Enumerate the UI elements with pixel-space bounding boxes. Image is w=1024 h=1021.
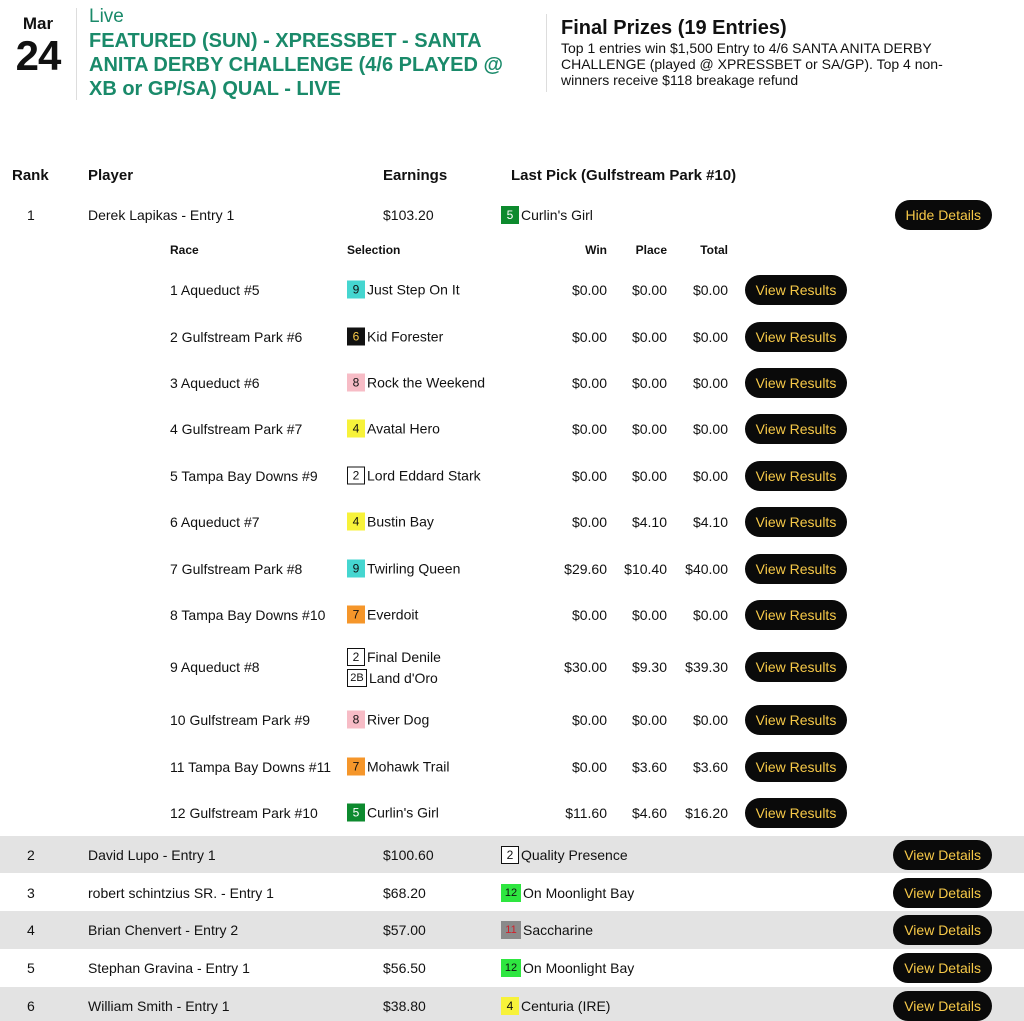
race-name: 6 Aqueduct #7 [170, 513, 260, 530]
horse-name: Land d'Oro [369, 669, 438, 686]
total-amount: $0.00 [692, 711, 728, 728]
selection-entry [347, 279, 460, 300]
post-position-badge: 2B [347, 669, 367, 687]
race-result-row [0, 364, 1024, 401]
rank: 5 [27, 960, 35, 976]
place-amount: $0.00 [631, 711, 667, 728]
win-amount: $29.60 [564, 560, 607, 577]
total-amount: $0.00 [692, 374, 728, 391]
horse-name: Bustin Bay [367, 513, 434, 530]
race-result-row [0, 503, 1024, 540]
post-position-badge: 7 [347, 606, 365, 624]
selection [347, 418, 440, 439]
post-position-badge: 12 [501, 959, 521, 977]
race-name: 8 Tampa Bay Downs #10 [170, 606, 326, 623]
horse-name: Avatal Hero [367, 420, 440, 437]
place-amount: $0.00 [631, 420, 667, 437]
win-amount: $0.00 [571, 711, 607, 728]
view-results-button[interactable]: View Results [745, 507, 847, 537]
contest-status: Live [89, 6, 124, 27]
post-position-badge: 7 [347, 758, 365, 776]
race-name: 9 Aqueduct #8 [170, 659, 260, 675]
horse-name: Mohawk Trail [367, 758, 450, 775]
post-position-badge: 8 [347, 374, 365, 392]
date-month: Mar [22, 14, 54, 33]
selection-header: Selection [347, 243, 401, 257]
place-amount: $4.10 [631, 513, 667, 530]
date-day: 24 [15, 32, 61, 79]
place-amount: $9.30 [631, 659, 667, 675]
race-name: 1 Aqueduct #5 [170, 281, 260, 298]
win-amount: $0.00 [571, 420, 607, 437]
race-result-row [0, 410, 1024, 447]
last-pick-horse: Saccharine [523, 922, 594, 938]
place-amount: $0.00 [631, 281, 667, 298]
place-header: Place [635, 243, 667, 257]
race-name: 7 Gulfstream Park #8 [170, 560, 303, 577]
last-pick [501, 921, 593, 939]
earnings: $100.60 [383, 846, 434, 863]
total-amount: $4.10 [692, 513, 728, 530]
race-name: 12 Gulfstream Park #10 [170, 804, 318, 821]
race-result-row [0, 748, 1024, 785]
prizes-description: Top 1 entries win $1,500 Entry to 4/6 SANTA ANITA DERBY CHALLENGE (played @ XPRESSBET or SA/GP). Top 4 non-winners receive $118 breakage refund [561, 40, 943, 88]
selection [347, 558, 460, 579]
race-name: 11 Tampa Bay Downs #11 [170, 758, 332, 775]
post-position-badge: 2 [347, 648, 365, 666]
race-result-row [0, 641, 1024, 693]
selection-entry [347, 802, 439, 823]
player-name: William Smith - Entry 1 [88, 998, 230, 1014]
place-amount: $4.60 [631, 804, 667, 821]
leaderboard-row [0, 949, 1024, 987]
win-amount: $0.00 [571, 374, 607, 391]
selection [347, 646, 441, 688]
horse-name: Final Denile [367, 648, 441, 665]
selection-entry [347, 326, 443, 347]
selection-entry [347, 558, 460, 579]
selection [347, 709, 429, 730]
rank: 3 [27, 884, 35, 901]
selection [347, 465, 481, 486]
horse-name: Rock the Weekend [367, 374, 486, 391]
race-result-row [0, 550, 1024, 587]
win-amount: $0.00 [571, 328, 607, 345]
earnings: $38.80 [383, 998, 426, 1014]
win-amount: $0.00 [571, 281, 607, 298]
horse-name: Curlin's Girl [367, 804, 439, 821]
post-position-badge: 6 [347, 328, 365, 346]
selection [347, 511, 434, 532]
prizes-title: Final Prizes (19 Entries) [561, 17, 787, 39]
selection [347, 279, 460, 300]
contest-title: FEATURED (SUN) - XPRESSBET - SANTA ANITA DERBY CHALLENGE (4/6 PLAYED @ XB or GP/SA) QUAL - LIVE [89, 30, 504, 100]
selection-entry [347, 511, 434, 532]
view-results-button[interactable]: View Results [745, 368, 847, 398]
earnings: $68.20 [383, 884, 426, 901]
divider [76, 8, 77, 100]
horse-name: Kid Forester [367, 328, 444, 345]
view-results-button[interactable]: View Results [745, 798, 847, 828]
total-amount: $40.00 [685, 560, 728, 577]
selection-entry [347, 667, 441, 688]
selection-entry [347, 709, 429, 730]
place-amount: $0.00 [631, 328, 667, 345]
leaderboard-row [0, 911, 1024, 949]
view-results-button[interactable]: View Results [745, 752, 847, 782]
horse-name: River Dog [367, 711, 430, 728]
last-pick-horse: Centuria (IRE) [521, 998, 611, 1014]
earnings: $57.00 [383, 922, 426, 938]
earnings: $56.50 [383, 960, 426, 976]
selection [347, 372, 485, 393]
view-results-button[interactable]: View Results [745, 322, 847, 352]
selection-entry [347, 604, 418, 625]
last-pick-header: Last Pick (Gulfstream Park #10) [511, 167, 737, 184]
player-name: Stephan Gravina - Entry 1 [88, 960, 250, 976]
view-details-button[interactable]: View Details [893, 953, 992, 983]
rank: 6 [27, 998, 35, 1014]
player-name: Brian Chenvert - Entry 2 [88, 922, 239, 938]
race-name: 5 Tampa Bay Downs #9 [170, 467, 318, 484]
last-pick [501, 846, 628, 864]
win-amount: $0.00 [571, 606, 607, 623]
selection-entry [347, 646, 441, 667]
rank-header: Rank [12, 167, 49, 184]
leaderboard-row [0, 836, 1024, 873]
race-result-row [0, 794, 1024, 831]
last-pick-horse: On Moonlight Bay [523, 884, 635, 901]
race-result-row [0, 271, 1024, 308]
race-result-row [0, 596, 1024, 633]
view-results-button[interactable]: View Results [745, 652, 847, 682]
earnings: $103.20 [383, 207, 434, 223]
post-position-badge: 8 [347, 711, 365, 729]
horse-name: Just Step On It [367, 281, 460, 298]
rank: 1 [27, 207, 35, 223]
post-position-badge: 9 [347, 281, 365, 299]
last-pick [501, 884, 634, 902]
selection-entry [347, 756, 449, 777]
post-position-badge: 5 [501, 206, 519, 224]
win-amount: $0.00 [571, 513, 607, 530]
leaderboard-row [0, 987, 1024, 1021]
race-result-row [0, 701, 1024, 738]
win-amount: $11.60 [565, 804, 607, 821]
post-position-badge: 4 [501, 997, 519, 1015]
win-amount: $0.00 [571, 758, 607, 775]
date-block [8, 14, 68, 78]
selection-entry [347, 418, 440, 439]
last-pick-horse: Quality Presence [521, 846, 628, 863]
player-name: robert schintzius SR. - Entry 1 [88, 884, 274, 901]
leaderboard-row [0, 874, 1024, 911]
total-amount: $39.30 [685, 659, 728, 675]
selection [347, 326, 443, 347]
horse-name: Everdoit [367, 606, 419, 623]
total-amount: $3.60 [692, 758, 728, 775]
race-result-row [0, 457, 1024, 494]
place-amount: $0.00 [631, 606, 667, 623]
win-amount: $0.00 [571, 467, 607, 484]
player-name: David Lupo - Entry 1 [88, 846, 216, 863]
horse-name: Lord Eddard Stark [367, 467, 481, 484]
race-name: 10 Gulfstream Park #9 [170, 711, 311, 728]
view-results-button[interactable]: View Results [745, 414, 847, 444]
last-pick [501, 997, 610, 1015]
last-pick-horse: Curlin's Girl [521, 207, 593, 223]
place-amount: $10.40 [624, 560, 667, 577]
win-header: Win [585, 243, 607, 257]
place-amount: $0.00 [631, 467, 667, 484]
view-results-button[interactable]: View Results [745, 461, 847, 491]
post-position-badge: 4 [347, 513, 365, 531]
total-header: Total [700, 243, 728, 257]
race-name: 3 Aqueduct #6 [170, 374, 260, 391]
view-results-button[interactable]: View Results [745, 275, 847, 305]
win-amount: $30.00 [564, 659, 607, 675]
view-details-button[interactable]: View Details [893, 991, 992, 1021]
view-results-button[interactable]: View Results [745, 600, 847, 630]
divider [546, 14, 547, 92]
total-amount: $0.00 [692, 420, 728, 437]
total-amount: $0.00 [692, 328, 728, 345]
selection-entry [347, 372, 485, 393]
total-amount: $16.20 [685, 804, 728, 821]
race-header: Race [170, 243, 199, 257]
post-position-badge: 5 [347, 804, 365, 822]
leaderboard-row [0, 197, 1024, 233]
rank: 4 [27, 922, 35, 938]
view-details-button[interactable]: View Details [893, 840, 992, 870]
view-details-button[interactable]: View Details [893, 878, 992, 908]
total-amount: $0.00 [692, 281, 728, 298]
player-name: Derek Lapikas - Entry 1 [88, 207, 235, 223]
post-position-badge: 2 [501, 846, 519, 864]
place-amount: $3.60 [631, 758, 667, 775]
rank: 2 [27, 846, 35, 863]
selection [347, 756, 449, 777]
view-details-button[interactable]: View Details [893, 915, 992, 945]
selection [347, 604, 418, 625]
race-name: 2 Gulfstream Park #6 [170, 328, 303, 345]
total-amount: $0.00 [692, 606, 728, 623]
last-pick-horse: On Moonlight Bay [523, 960, 635, 976]
view-results-button[interactable]: View Results [745, 554, 847, 584]
last-pick [501, 959, 634, 977]
view-results-button[interactable]: View Results [745, 705, 847, 735]
hide-details-button[interactable]: Hide Details [895, 200, 992, 230]
place-amount: $0.00 [631, 374, 667, 391]
post-position-badge: 2 [347, 467, 365, 485]
selection-entry [347, 465, 481, 486]
post-position-badge: 4 [347, 420, 365, 438]
post-position-badge: 12 [501, 884, 521, 902]
race-result-row [0, 318, 1024, 355]
post-position-badge: 9 [347, 560, 365, 578]
race-name: 4 Gulfstream Park #7 [170, 420, 303, 437]
horse-name: Twirling Queen [367, 560, 461, 577]
total-amount: $0.00 [692, 467, 728, 484]
earnings-header: Earnings [383, 167, 448, 184]
last-pick [501, 206, 593, 224]
selection [347, 802, 439, 823]
player-header: Player [88, 167, 134, 184]
post-position-badge: 11 [501, 921, 521, 939]
